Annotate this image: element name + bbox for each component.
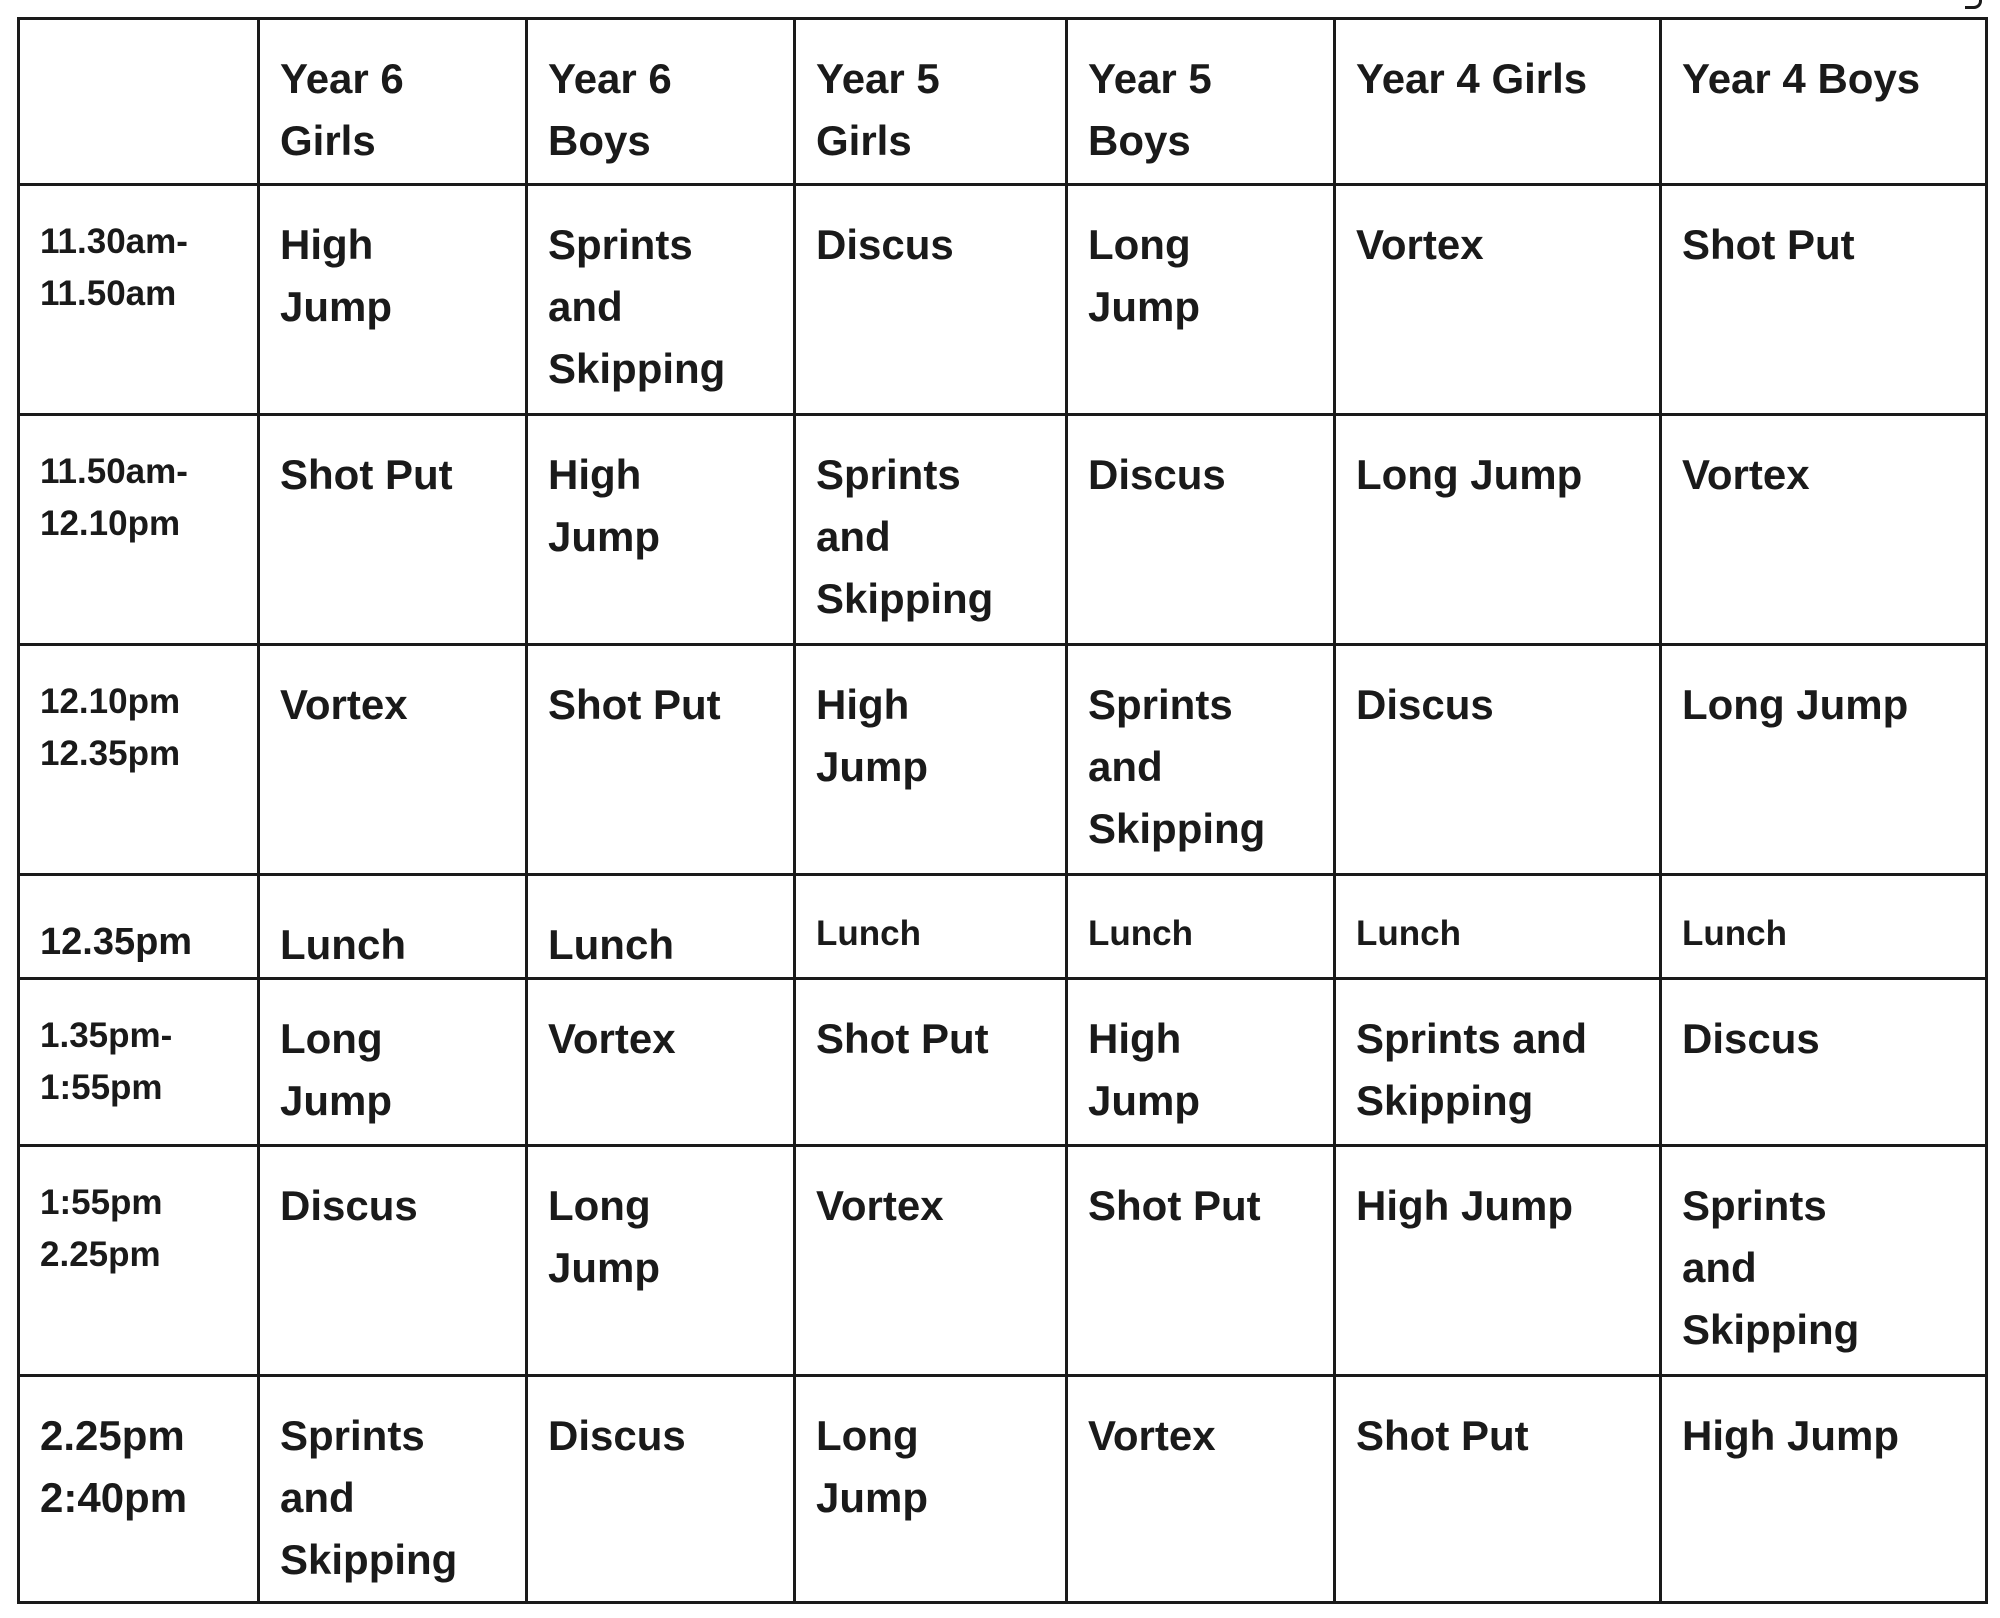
activity-cell: Vortex — [527, 979, 795, 1146]
activity-cell: Lunch — [1335, 875, 1661, 979]
activity-cell: Discus — [1335, 645, 1661, 875]
time-slot: 1.35pm- 1:55pm — [19, 979, 259, 1146]
activity-cell: Sprints and Skipping — [1335, 979, 1661, 1146]
activity-cell: Discus — [527, 1376, 795, 1603]
activity-cell: Long Jump — [1067, 185, 1335, 415]
time-slot: 12.35pm — [19, 875, 259, 979]
activity-cell: Long Jump — [527, 1146, 795, 1376]
time-slot: 12.10pm 12.35pm — [19, 645, 259, 875]
activity-cell: Lunch — [795, 875, 1067, 979]
time-slot: 11.50am- 12.10pm — [19, 415, 259, 645]
activity-cell: High Jump — [1335, 1146, 1661, 1376]
activity-cell: Sprints and Skipping — [1067, 645, 1335, 875]
header-year4-boys: Year 4 Boys — [1661, 19, 1987, 185]
activity-cell: Vortex — [1661, 415, 1987, 645]
activity-cell: High Jump — [795, 645, 1067, 875]
activity-cell: Shot Put — [1661, 185, 1987, 415]
activity-cell: Discus — [1067, 415, 1335, 645]
activity-cell: High Jump — [1661, 1376, 1987, 1603]
activity-cell: Shot Put — [527, 645, 795, 875]
header-corner-cell — [19, 19, 259, 185]
header-year4-girls: Year 4 Girls — [1335, 19, 1661, 185]
table-row — [19, 1376, 1987, 1603]
table-row — [19, 1146, 1987, 1376]
activity-cell: Vortex — [259, 645, 527, 875]
header-year6-boys: Year 6 Boys — [527, 19, 795, 185]
activity-cell: High Jump — [527, 415, 795, 645]
cropped-glyph-fragment — [1965, 0, 1982, 9]
table-row — [19, 645, 1987, 875]
activity-cell: Vortex — [1067, 1376, 1335, 1603]
activity-cell: Discus — [1661, 979, 1987, 1146]
table-row — [19, 979, 1987, 1146]
activity-cell: High Jump — [1067, 979, 1335, 1146]
athletics-schedule-table — [17, 17, 1988, 1604]
time-slot: 1:55pm 2.25pm — [19, 1146, 259, 1376]
activity-cell: Long Jump — [259, 979, 527, 1146]
header-year6-girls: Year 6 Girls — [259, 19, 527, 185]
activity-cell: Vortex — [1335, 185, 1661, 415]
activity-cell: Lunch — [259, 875, 527, 979]
activity-cell: Long Jump — [1661, 645, 1987, 875]
activity-cell: Lunch — [527, 875, 795, 979]
activity-cell: Lunch — [1067, 875, 1335, 979]
header-row — [19, 19, 1987, 185]
activity-cell: Discus — [259, 1146, 527, 1376]
time-slot: 11.30am- 11.50am — [19, 185, 259, 415]
time-slot: 2.25pm 2:40pm — [19, 1376, 259, 1603]
table-row — [19, 415, 1987, 645]
header-year5-boys: Year 5 Boys — [1067, 19, 1335, 185]
activity-cell: Sprints and Skipping — [795, 415, 1067, 645]
activity-cell: Shot Put — [1335, 1376, 1661, 1603]
activity-cell: Vortex — [795, 1146, 1067, 1376]
activity-cell: Shot Put — [795, 979, 1067, 1146]
header-year5-girls: Year 5 Girls — [795, 19, 1067, 185]
activity-cell: Sprints and Skipping — [1661, 1146, 1987, 1376]
activity-cell: Discus — [795, 185, 1067, 415]
activity-cell: Long Jump — [1335, 415, 1661, 645]
table-row-lunch — [19, 875, 1987, 979]
activity-cell: Shot Put — [1067, 1146, 1335, 1376]
activity-cell: Lunch — [1661, 875, 1987, 979]
table-row — [19, 185, 1987, 415]
activity-cell: Sprints and Skipping — [527, 185, 795, 415]
activity-cell: High Jump — [259, 185, 527, 415]
activity-cell: Shot Put — [259, 415, 527, 645]
activity-cell: Sprints and Skipping — [259, 1376, 527, 1603]
activity-cell: Long Jump — [795, 1376, 1067, 1603]
